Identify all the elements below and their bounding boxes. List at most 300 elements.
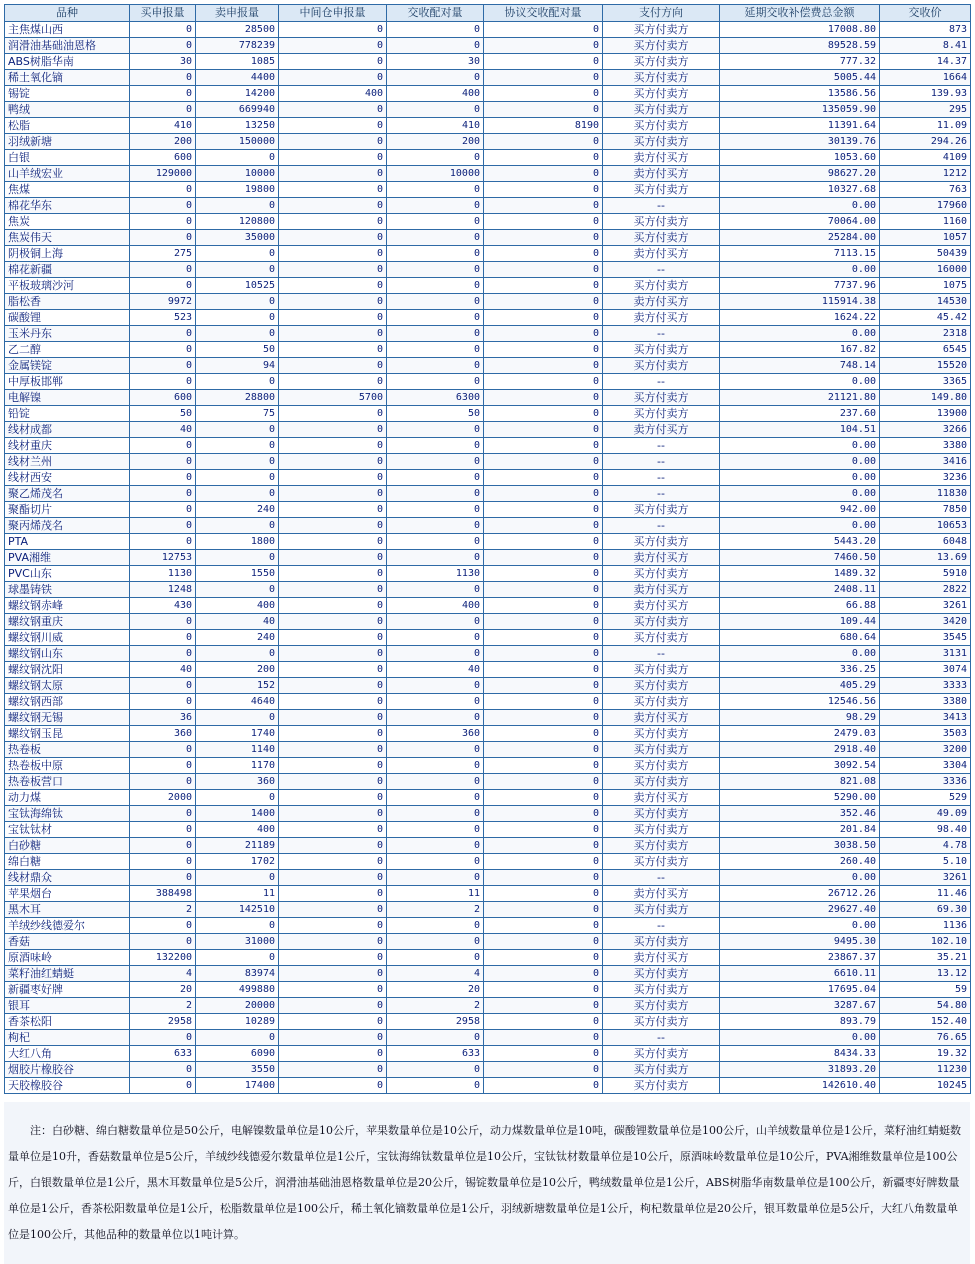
product-cell: 螺纹钢赤峰	[5, 598, 130, 614]
table-row	[5, 662, 971, 678]
delivery-price-cell: 13.12	[880, 966, 971, 982]
table-row	[5, 102, 971, 118]
matched-cell: 0	[387, 870, 484, 886]
table-row	[5, 422, 971, 438]
payment-direction-cell: 卖方付买方	[603, 886, 720, 902]
buy-declared-cell: 0	[130, 38, 196, 54]
sell-declared-cell: 0	[196, 918, 279, 934]
sell-declared-cell: 400	[196, 598, 279, 614]
intermediate-declared-cell: 0	[279, 918, 387, 934]
payment-direction-cell: 买方付卖方	[603, 134, 720, 150]
agreement-matched-cell: 0	[484, 38, 603, 54]
agreement-matched-cell: 0	[484, 806, 603, 822]
matched-cell: 11	[387, 886, 484, 902]
intermediate-declared-cell: 5700	[279, 390, 387, 406]
product-cell: 羊绒纱线德爱尔	[5, 918, 130, 934]
table-row	[5, 182, 971, 198]
table-row	[5, 70, 971, 86]
table-row	[5, 966, 971, 982]
buy-declared-cell: 40	[130, 422, 196, 438]
table-row	[5, 998, 971, 1014]
matched-cell: 1130	[387, 566, 484, 582]
table-row	[5, 886, 971, 902]
delivery-price-cell: 149.80	[880, 390, 971, 406]
buy-declared-cell: 388498	[130, 886, 196, 902]
table-row	[5, 470, 971, 486]
sell-declared-cell: 10289	[196, 1014, 279, 1030]
intermediate-declared-cell: 0	[279, 582, 387, 598]
agreement-matched-cell: 0	[484, 278, 603, 294]
delivery-price-cell: 13.69	[880, 550, 971, 566]
product-cell: 螺纹钢无锡	[5, 710, 130, 726]
intermediate-declared-cell: 0	[279, 422, 387, 438]
product-cell: 线材重庆	[5, 438, 130, 454]
product-cell: 动力煤	[5, 790, 130, 806]
delivery-price-cell: 98.40	[880, 822, 971, 838]
table-row	[5, 582, 971, 598]
agreement-matched-cell: 0	[484, 966, 603, 982]
delivery-price-cell: 529	[880, 790, 971, 806]
compensation-cell: 8434.33	[720, 1046, 880, 1062]
compensation-cell: 98.29	[720, 710, 880, 726]
payment-direction-cell: 买方付卖方	[603, 1078, 720, 1094]
delivery-price-cell: 10653	[880, 518, 971, 534]
matched-cell: 0	[387, 710, 484, 726]
buy-declared-cell: 523	[130, 310, 196, 326]
matched-cell: 0	[387, 310, 484, 326]
matched-cell: 0	[387, 582, 484, 598]
agreement-matched-cell: 0	[484, 838, 603, 854]
buy-declared-cell: 1248	[130, 582, 196, 598]
agreement-matched-cell: 0	[484, 134, 603, 150]
sell-declared-cell: 0	[196, 518, 279, 534]
delivery-price-cell: 3236	[880, 470, 971, 486]
agreement-matched-cell: 0	[484, 710, 603, 726]
compensation-cell: 2918.40	[720, 742, 880, 758]
table-row	[5, 214, 971, 230]
matched-cell: 0	[387, 486, 484, 502]
compensation-cell: 26712.26	[720, 886, 880, 902]
intermediate-declared-cell: 0	[279, 662, 387, 678]
agreement-matched-cell: 0	[484, 1046, 603, 1062]
buy-declared-cell: 2000	[130, 790, 196, 806]
payment-direction-cell: --	[603, 918, 720, 934]
delivery-price-cell: 8.41	[880, 38, 971, 54]
buy-declared-cell: 360	[130, 726, 196, 742]
buy-declared-cell: 30	[130, 54, 196, 70]
agreement-matched-cell: 0	[484, 902, 603, 918]
buy-declared-cell: 0	[130, 742, 196, 758]
sell-declared-cell: 94	[196, 358, 279, 374]
matched-cell: 200	[387, 134, 484, 150]
matched-cell: 0	[387, 678, 484, 694]
sell-declared-cell: 0	[196, 246, 279, 262]
agreement-matched-cell: 0	[484, 646, 603, 662]
product-cell: 螺纹钢重庆	[5, 614, 130, 630]
agreement-matched-cell: 0	[484, 774, 603, 790]
table-row	[5, 646, 971, 662]
buy-declared-cell: 0	[130, 854, 196, 870]
matched-cell: 0	[387, 150, 484, 166]
table-row	[5, 934, 971, 950]
delivery-price-cell: 873	[880, 22, 971, 38]
sell-declared-cell: 1702	[196, 854, 279, 870]
product-cell: 线材兰州	[5, 454, 130, 470]
table-header-row	[5, 5, 971, 22]
product-cell: 线材成都	[5, 422, 130, 438]
product-cell: 银耳	[5, 998, 130, 1014]
product-cell: 香茶松阳	[5, 1014, 130, 1030]
sell-declared-cell: 1550	[196, 566, 279, 582]
matched-cell: 30	[387, 54, 484, 70]
payment-direction-cell: --	[603, 438, 720, 454]
agreement-matched-cell: 0	[484, 598, 603, 614]
product-cell: 聚乙烯茂名	[5, 486, 130, 502]
delivery-price-cell: 17960	[880, 198, 971, 214]
payment-direction-cell: 卖方付买方	[603, 422, 720, 438]
col-header-matched: 交收配对量	[387, 5, 484, 22]
product-cell: 锡锭	[5, 86, 130, 102]
buy-declared-cell: 0	[130, 438, 196, 454]
compensation-cell: 70064.00	[720, 214, 880, 230]
intermediate-declared-cell: 0	[279, 54, 387, 70]
payment-direction-cell: 买方付卖方	[603, 118, 720, 134]
buy-declared-cell: 40	[130, 662, 196, 678]
delivery-price-cell: 7850	[880, 502, 971, 518]
compensation-cell: 2408.11	[720, 582, 880, 598]
table-row	[5, 310, 971, 326]
intermediate-declared-cell: 0	[279, 294, 387, 310]
product-cell: 焦炭	[5, 214, 130, 230]
payment-direction-cell: 买方付卖方	[603, 214, 720, 230]
intermediate-declared-cell: 0	[279, 694, 387, 710]
matched-cell: 0	[387, 614, 484, 630]
matched-cell: 633	[387, 1046, 484, 1062]
compensation-cell: 0.00	[720, 518, 880, 534]
product-cell: 热卷板	[5, 742, 130, 758]
product-cell: 鸭绒	[5, 102, 130, 118]
sell-declared-cell: 10000	[196, 166, 279, 182]
agreement-matched-cell: 0	[484, 566, 603, 582]
agreement-matched-cell: 0	[484, 358, 603, 374]
payment-direction-cell: --	[603, 518, 720, 534]
intermediate-declared-cell: 0	[279, 550, 387, 566]
col-header-payment-direction: 支付方向	[603, 5, 720, 22]
matched-cell: 0	[387, 198, 484, 214]
buy-declared-cell: 0	[130, 678, 196, 694]
delivery-price-cell: 4.78	[880, 838, 971, 854]
sell-declared-cell: 1085	[196, 54, 279, 70]
product-cell: 香菇	[5, 934, 130, 950]
sell-declared-cell: 400	[196, 822, 279, 838]
payment-direction-cell: --	[603, 870, 720, 886]
buy-declared-cell: 12753	[130, 550, 196, 566]
delivery-price-cell: 1212	[880, 166, 971, 182]
intermediate-declared-cell: 0	[279, 134, 387, 150]
col-header-intermediate-declared: 中间仓申报量	[279, 5, 387, 22]
delivery-price-cell: 3365	[880, 374, 971, 390]
agreement-matched-cell: 0	[484, 662, 603, 678]
agreement-matched-cell: 0	[484, 262, 603, 278]
matched-cell: 10000	[387, 166, 484, 182]
buy-declared-cell: 0	[130, 774, 196, 790]
table-row	[5, 438, 971, 454]
buy-declared-cell: 132200	[130, 950, 196, 966]
matched-cell: 0	[387, 262, 484, 278]
product-cell: PVC山东	[5, 566, 130, 582]
table-row	[5, 230, 971, 246]
table-row	[5, 1078, 971, 1094]
buy-declared-cell: 0	[130, 230, 196, 246]
product-cell: 乙二醇	[5, 342, 130, 358]
sell-declared-cell: 150000	[196, 134, 279, 150]
table-row	[5, 566, 971, 582]
intermediate-declared-cell: 0	[279, 214, 387, 230]
compensation-cell: 1489.32	[720, 566, 880, 582]
compensation-cell: 3092.54	[720, 758, 880, 774]
matched-cell: 0	[387, 22, 484, 38]
agreement-matched-cell: 0	[484, 54, 603, 70]
compensation-cell: 7460.50	[720, 550, 880, 566]
product-cell: PTA	[5, 534, 130, 550]
agreement-matched-cell: 0	[484, 934, 603, 950]
sell-declared-cell: 40	[196, 614, 279, 630]
compensation-cell: 5005.44	[720, 70, 880, 86]
intermediate-declared-cell: 0	[279, 102, 387, 118]
buy-declared-cell: 0	[130, 486, 196, 502]
agreement-matched-cell: 0	[484, 310, 603, 326]
compensation-cell: 237.60	[720, 406, 880, 422]
agreement-matched-cell: 8190	[484, 118, 603, 134]
compensation-cell: 0.00	[720, 870, 880, 886]
intermediate-declared-cell: 0	[279, 854, 387, 870]
payment-direction-cell: 买方付卖方	[603, 966, 720, 982]
table-row	[5, 614, 971, 630]
compensation-cell: 0.00	[720, 326, 880, 342]
table-row	[5, 838, 971, 854]
product-cell: 热卷板营口	[5, 774, 130, 790]
table-row	[5, 982, 971, 998]
table-row	[5, 630, 971, 646]
payment-direction-cell: --	[603, 646, 720, 662]
agreement-matched-cell: 0	[484, 22, 603, 38]
matched-cell: 0	[387, 518, 484, 534]
buy-declared-cell: 0	[130, 214, 196, 230]
buy-declared-cell: 2	[130, 998, 196, 1014]
intermediate-declared-cell: 0	[279, 358, 387, 374]
payment-direction-cell: 买方付卖方	[603, 726, 720, 742]
payment-direction-cell: 买方付卖方	[603, 406, 720, 422]
payment-direction-cell: 卖方付买方	[603, 582, 720, 598]
buy-declared-cell: 2958	[130, 1014, 196, 1030]
matched-cell: 0	[387, 422, 484, 438]
matched-cell: 0	[387, 806, 484, 822]
intermediate-declared-cell: 0	[279, 1062, 387, 1078]
payment-direction-cell: 卖方付买方	[603, 710, 720, 726]
buy-declared-cell: 0	[130, 262, 196, 278]
payment-direction-cell: --	[603, 326, 720, 342]
payment-direction-cell: 买方付卖方	[603, 1062, 720, 1078]
matched-cell: 400	[387, 598, 484, 614]
compensation-cell: 104.51	[720, 422, 880, 438]
product-cell: 玉米丹东	[5, 326, 130, 342]
sell-declared-cell: 152	[196, 678, 279, 694]
table-row	[5, 326, 971, 342]
compensation-cell: 6610.11	[720, 966, 880, 982]
buy-declared-cell: 410	[130, 118, 196, 134]
sell-declared-cell: 1740	[196, 726, 279, 742]
agreement-matched-cell: 0	[484, 1014, 603, 1030]
agreement-matched-cell: 0	[484, 630, 603, 646]
sell-declared-cell: 0	[196, 422, 279, 438]
payment-direction-cell: 卖方付买方	[603, 950, 720, 966]
buy-declared-cell: 36	[130, 710, 196, 726]
intermediate-declared-cell: 0	[279, 150, 387, 166]
agreement-matched-cell: 0	[484, 518, 603, 534]
payment-direction-cell: 卖方付买方	[603, 310, 720, 326]
intermediate-declared-cell: 0	[279, 342, 387, 358]
compensation-cell: 23867.37	[720, 950, 880, 966]
compensation-cell: 9495.30	[720, 934, 880, 950]
payment-direction-cell: 买方付卖方	[603, 358, 720, 374]
table-row	[5, 1046, 971, 1062]
payment-direction-cell: 买方付卖方	[603, 278, 720, 294]
product-cell: 稀土氧化镝	[5, 70, 130, 86]
delivery-price-cell: 139.93	[880, 86, 971, 102]
buy-declared-cell: 0	[130, 358, 196, 374]
delivery-price-cell: 5.10	[880, 854, 971, 870]
table-row	[5, 374, 971, 390]
payment-direction-cell: 买方付卖方	[603, 934, 720, 950]
payment-direction-cell: 买方付卖方	[603, 854, 720, 870]
delivery-price-cell: 3074	[880, 662, 971, 678]
buy-declared-cell: 20	[130, 982, 196, 998]
buy-declared-cell: 0	[130, 1078, 196, 1094]
product-cell: 螺纹钢沈阳	[5, 662, 130, 678]
product-cell: 宝钛海绵钛	[5, 806, 130, 822]
intermediate-declared-cell: 0	[279, 630, 387, 646]
intermediate-declared-cell: 0	[279, 182, 387, 198]
col-header-compensation-total: 延期交收补偿费总金额	[720, 5, 880, 22]
sell-declared-cell: 83974	[196, 966, 279, 982]
buy-declared-cell: 0	[130, 1030, 196, 1046]
payment-direction-cell: 买方付卖方	[603, 662, 720, 678]
buy-declared-cell: 0	[130, 102, 196, 118]
agreement-matched-cell: 0	[484, 854, 603, 870]
product-cell: 球墨铸铁	[5, 582, 130, 598]
buy-declared-cell: 430	[130, 598, 196, 614]
buy-declared-cell: 9972	[130, 294, 196, 310]
sell-declared-cell: 0	[196, 294, 279, 310]
matched-cell: 6300	[387, 390, 484, 406]
payment-direction-cell: 买方付卖方	[603, 86, 720, 102]
buy-declared-cell: 0	[130, 22, 196, 38]
sell-declared-cell: 1400	[196, 806, 279, 822]
matched-cell: 0	[387, 934, 484, 950]
compensation-cell: 7113.15	[720, 246, 880, 262]
agreement-matched-cell: 0	[484, 918, 603, 934]
buy-declared-cell: 0	[130, 838, 196, 854]
compensation-cell: 98627.20	[720, 166, 880, 182]
table-row	[5, 198, 971, 214]
sell-declared-cell: 360	[196, 774, 279, 790]
sell-declared-cell: 142510	[196, 902, 279, 918]
product-cell: ABS树脂华南	[5, 54, 130, 70]
intermediate-declared-cell: 0	[279, 374, 387, 390]
compensation-cell: 31893.20	[720, 1062, 880, 1078]
sell-declared-cell: 0	[196, 646, 279, 662]
buy-declared-cell: 275	[130, 246, 196, 262]
delivery-price-cell: 6048	[880, 534, 971, 550]
payment-direction-cell: 买方付卖方	[603, 502, 720, 518]
intermediate-declared-cell: 0	[279, 902, 387, 918]
product-cell: 棉花华东	[5, 198, 130, 214]
compensation-cell: 352.46	[720, 806, 880, 822]
table-row	[5, 262, 971, 278]
intermediate-declared-cell: 0	[279, 822, 387, 838]
compensation-cell: 17008.80	[720, 22, 880, 38]
intermediate-declared-cell: 0	[279, 710, 387, 726]
payment-direction-cell: 买方付卖方	[603, 774, 720, 790]
payment-direction-cell: 买方付卖方	[603, 614, 720, 630]
col-header-product: 品种	[5, 5, 130, 22]
buy-declared-cell: 2	[130, 902, 196, 918]
compensation-cell: 748.14	[720, 358, 880, 374]
compensation-cell: 3287.67	[720, 998, 880, 1014]
payment-direction-cell: 买方付卖方	[603, 822, 720, 838]
agreement-matched-cell: 0	[484, 198, 603, 214]
sell-declared-cell: 240	[196, 502, 279, 518]
matched-cell: 0	[387, 182, 484, 198]
table-row	[5, 406, 971, 422]
sell-declared-cell: 10525	[196, 278, 279, 294]
intermediate-declared-cell: 0	[279, 1046, 387, 1062]
agreement-matched-cell: 0	[484, 230, 603, 246]
intermediate-declared-cell: 0	[279, 326, 387, 342]
intermediate-declared-cell: 0	[279, 502, 387, 518]
delivery-price-cell: 19.32	[880, 1046, 971, 1062]
agreement-matched-cell: 0	[484, 86, 603, 102]
matched-cell: 0	[387, 838, 484, 854]
delivery-price-cell: 3336	[880, 774, 971, 790]
matched-cell: 0	[387, 646, 484, 662]
payment-direction-cell: 卖方付买方	[603, 150, 720, 166]
intermediate-declared-cell: 400	[279, 86, 387, 102]
delivery-price-cell: 14530	[880, 294, 971, 310]
delivery-price-cell: 76.65	[880, 1030, 971, 1046]
table-row	[5, 134, 971, 150]
delivery-price-cell: 1075	[880, 278, 971, 294]
sell-declared-cell: 0	[196, 870, 279, 886]
product-cell: 线材鼎众	[5, 870, 130, 886]
table-row	[5, 454, 971, 470]
col-header-delivery-price: 交收价	[880, 5, 971, 22]
sell-declared-cell: 0	[196, 470, 279, 486]
buy-declared-cell: 0	[130, 630, 196, 646]
matched-cell: 0	[387, 70, 484, 86]
table-row	[5, 598, 971, 614]
payment-direction-cell: 买方付卖方	[603, 998, 720, 1014]
buy-declared-cell: 0	[130, 454, 196, 470]
buy-declared-cell: 0	[130, 198, 196, 214]
table-row	[5, 742, 971, 758]
buy-declared-cell: 0	[130, 870, 196, 886]
compensation-cell: 66.88	[720, 598, 880, 614]
agreement-matched-cell: 0	[484, 582, 603, 598]
sell-declared-cell: 0	[196, 1030, 279, 1046]
delivery-price-cell: 35.21	[880, 950, 971, 966]
product-cell: 天胶橡胶谷	[5, 1078, 130, 1094]
